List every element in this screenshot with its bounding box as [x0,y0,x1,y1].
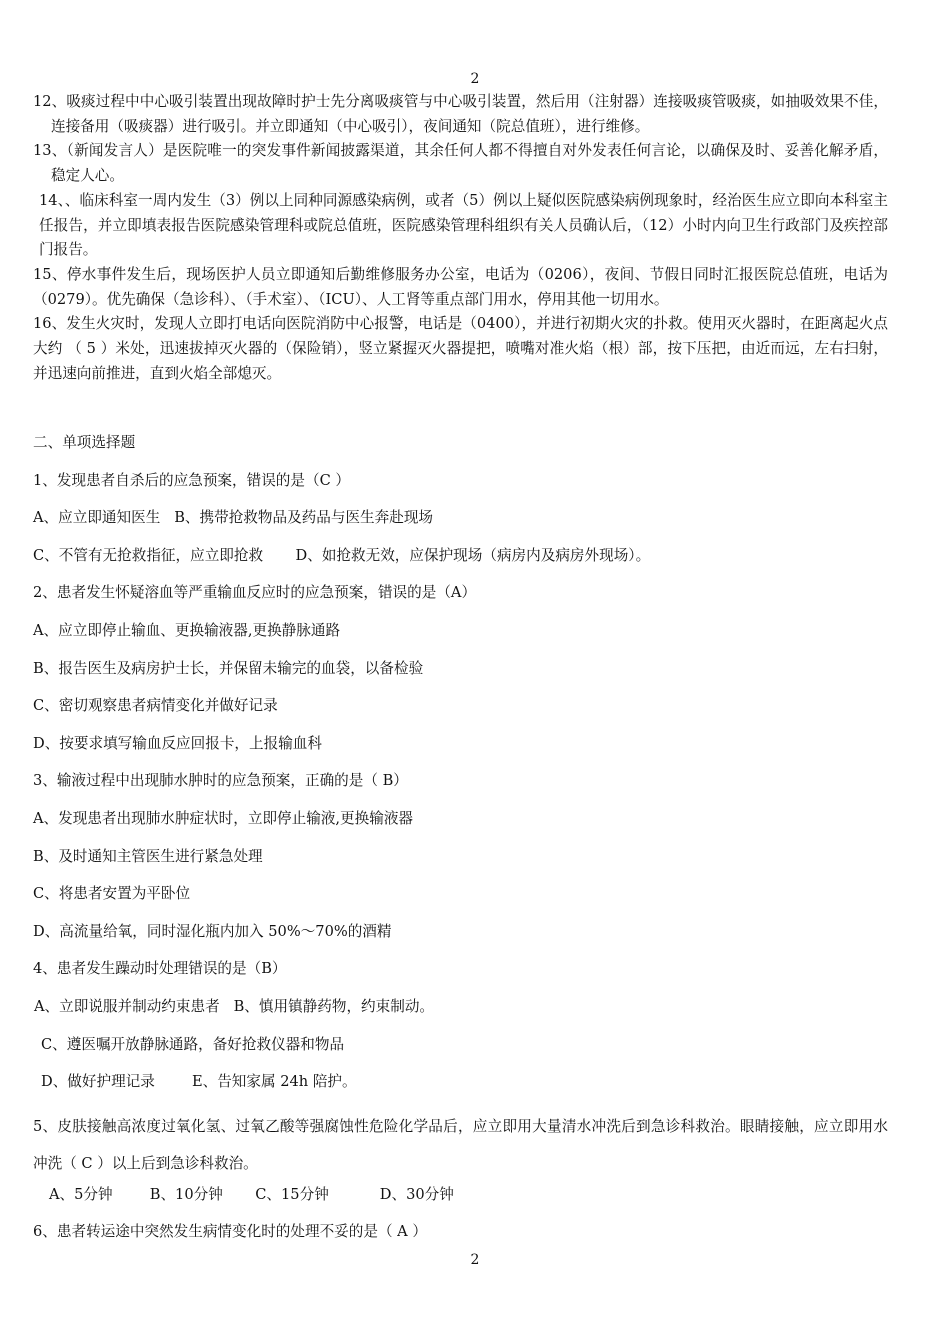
page-number-top: 2 [470,71,480,87]
q4-option-c: C、遵医嘱开放静脉通路，备好抢救仪器和物品 [41,1035,345,1053]
question-15: 15、停水事件发生后，现场医护人员立即通知后勤维修服务办公室，电话为（0206），夜间、节假日同时汇报医院总值班，电话为（0279）。优先确保（急诊科）、（手术室）、（ICU）、人工肾等重点部门用水，停用其他一切用水。 [33,265,888,308]
q1-options-ab: A、应立即通知医生 B、携带抢救物品及药品与医生奔赴现场 [33,509,434,527]
q3-option-d: D、高流量给氧，同时湿化瓶内加入 50%～70%的酒精 [33,922,392,940]
q3-option-c: C、将患者安置为平卧位 [33,885,191,903]
question-12: 12、吸痰过程中中心吸引装置出现故障时护士先分离吸痰管与中心吸引装置，然后用（注射器）连接吸痰管吸痰，如抽吸效果不佳，连接备用（吸痰器）进行吸引。并立即通知（中心吸引），夜间通知（院总值班），进行维修。 [33,93,888,135]
q2-option-a: A、应立即停止输血、更换输液器,更换静脉通路 [33,621,341,639]
q1-options-cd: C、不管有无抢救指征，应立即抢救 D、如抢救无效，应保护现场（病房内及病房外现场）。 [33,546,651,564]
question-4: 4、患者发生躁动时处理错误的是（B） [33,960,287,978]
question-16: 16、发生火灾时，发现人立即打电话向医院消防中心报警，电话是（0400），并进行初期火灾的扑救。使用灭火器时，在距离起火点大约 （ 5 ）米处，迅速拔掉灭火器的（保险销），竖立紧握灭火器提把，喷嘴对准火焰（根）部，按下压把，由近而远，左右扫射，并迅速向前推进，直到火焰全部熄灭。 [33,315,888,382]
question-2: 2、患者发生怀疑溶血等严重输血反应时的应急预案，错误的是（A） [33,584,477,602]
question-3: 3、输液过程中出现肺水肿时的应急预案，正确的是（ B） [33,772,408,790]
page-number-bottom: 2 [470,1252,480,1268]
fill-in-section [33,90,888,386]
q3-option-a: A、发现患者出现肺水肿症状时，立即停止输液,更换输液器 [33,809,414,827]
q2-option-b: B、报告医生及病房护士长，并保留未输完的血袋，以备检验 [33,659,424,677]
q5-options: A、5分钟 B、10分钟 C、15分钟 D、30分钟 [49,1185,454,1203]
question-13: 13、（新闻发言人）是医院唯一的突发事件新闻披露渠道，其余任何人都不得擅自对外发表任何言论，以确保及时、妥善化解矛盾，稳定人心。 [33,142,888,185]
question-5: 5、皮肤接触高浓度过氧化氢、过氧乙酸等强腐蚀性危险化学品后，应立即用大量清水冲洗后到急诊科救治。眼睛接触，应立即用水冲洗（ C ）以上后到急诊科救治。 [33,1117,888,1173]
question-1: 1、发现患者自杀后的应急预案，错误的是（C ） [33,471,350,489]
section-heading: 二、单项选择题 [33,434,136,451]
multiple-choice-section [33,431,888,1258]
question-6: 6、患者转运途中突然发生病情变化时的处理不妥的是（ A ） [33,1223,427,1241]
q4-options-de: D、做好护理记录 E、告知家属 24h 陪护。 [41,1073,357,1091]
q3-option-b: B、及时通知主管医生进行紧急处理 [33,847,263,865]
question-14: 14、、临床科室一周内发生（3）例以上同种同源感染病例，或者（5）例以上疑似医院感染病例现象时，经治医生应立即向本科室主任报告，并立即填表报告医院感染管理科或院总值班，医院感染管理科组织有关人员确认后，（12）小时内向卫生行政部门及疾控部门报告。 [39,191,888,259]
q4-options-ab: A、立即说服并制动约束患者 B、慎用镇静药物，约束制动。 [34,997,435,1015]
q2-option-c: C、密切观察患者病情变化并做好记录 [33,697,278,715]
q2-option-d: D、按要求填写输血反应回报卡，上报输血科 [33,734,322,752]
